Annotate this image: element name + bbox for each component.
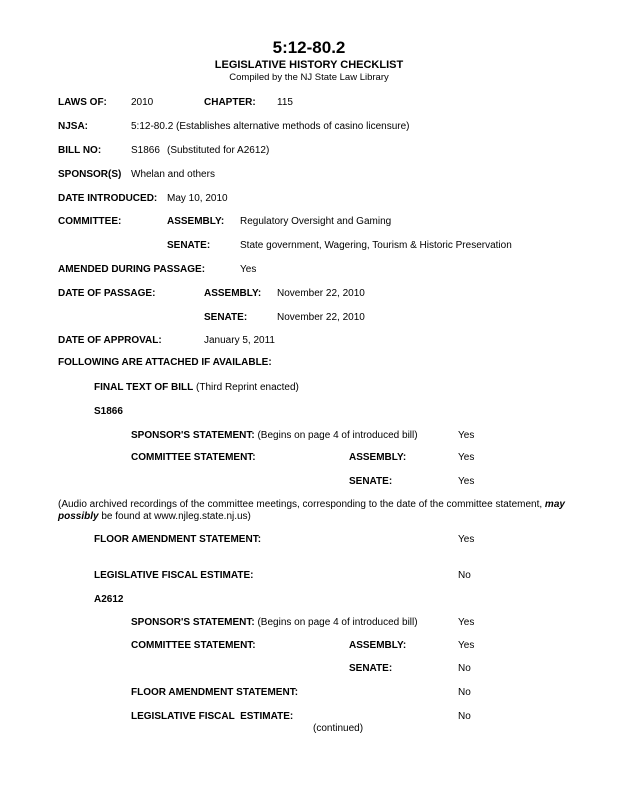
date-introduced-label: DATE INTRODUCED: xyxy=(58,193,158,204)
a-senate-label: SENATE: xyxy=(349,663,393,674)
laws-of-value: 2010 xyxy=(131,97,154,108)
s-committee-label: COMMITTEE STATEMENT: xyxy=(131,452,256,463)
s-senate-value: Yes xyxy=(458,476,475,487)
audio-note-text-2: be found at www.njleg.state.nj.us) xyxy=(101,511,251,522)
floor-amendment-value: Yes xyxy=(458,534,475,545)
bill-no-label: BILL NO: xyxy=(58,145,102,156)
a-bill-label: A2612 xyxy=(94,594,124,605)
chapter-value: 115 xyxy=(277,97,293,108)
committee-senate-value: State government, Wagering, Tourism & Historic Preservation xyxy=(240,240,512,251)
passage-senate-value: November 22, 2010 xyxy=(277,312,365,323)
date-introduced-value: May 10, 2010 xyxy=(167,193,228,204)
a-sponsor-note: (Begins on page 4 of introduced bill) xyxy=(257,617,418,628)
audio-note xyxy=(58,499,606,523)
approval-value: January 5, 2011 xyxy=(204,335,275,346)
floor-amendment-label: FLOOR AMENDMENT STATEMENT: xyxy=(94,534,262,545)
a-sponsor-label: SPONSOR'S STATEMENT: xyxy=(131,617,255,628)
sponsors-label: SPONSOR(S) xyxy=(58,169,122,180)
committee-assembly-value: Regulatory Oversight and Gaming xyxy=(240,216,392,227)
bill-no-note: (Substituted for A2612) xyxy=(167,145,270,156)
passage-senate-label: SENATE: xyxy=(204,312,248,323)
s-senate-label: SENATE: xyxy=(349,476,393,487)
a-senate-value: No xyxy=(458,663,471,674)
page-subtitle: Compiled by the NJ State Law Library xyxy=(229,72,389,83)
committee-label: COMMITTEE: xyxy=(58,216,122,227)
fiscal-estimate-value: No xyxy=(458,570,471,581)
a-assembly-label: ASSEMBLY: xyxy=(349,640,407,651)
final-text-note: (Third Reprint enacted) xyxy=(196,382,299,393)
njsa-value: 5:12-80.2 (Establishes alternative methods of casino licensure) xyxy=(131,121,410,132)
a-fiscal-estimate-label: LEGISLATIVE FISCAL ESTIMATE: xyxy=(131,711,294,722)
a-floor-amendment-label: FLOOR AMENDMENT STATEMENT: xyxy=(131,687,299,698)
a-sponsor-row xyxy=(131,617,418,629)
final-text-label: FINAL TEXT OF BILL xyxy=(94,382,194,393)
bill-no-value: S1866 xyxy=(131,145,160,156)
a-sponsor-value: Yes xyxy=(458,617,475,628)
audio-note-emphasis: may possibly xyxy=(58,499,565,522)
page-title: LEGISLATIVE HISTORY CHECKLIST xyxy=(214,59,404,71)
s-sponsor-note: (Begins on page 4 of introduced bill) xyxy=(257,430,418,441)
a-assembly-value: Yes xyxy=(458,640,475,651)
njsa-label: NJSA: xyxy=(58,121,89,132)
s-assembly-label: ASSEMBLY: xyxy=(349,452,407,463)
passage-label: DATE OF PASSAGE: xyxy=(58,288,156,299)
s-sponsor-label: SPONSOR'S STATEMENT: xyxy=(131,430,255,441)
fiscal-estimate-label: LEGISLATIVE FISCAL ESTIMATE: xyxy=(94,570,254,581)
statute-number: 5:12-80.2 xyxy=(272,38,346,57)
audio-note-text: (Audio archived recordings of the committee meetings, corresponding to the date of the committee statement, xyxy=(58,499,543,510)
attached-heading: FOLLOWING ARE ATTACHED IF AVAILABLE: xyxy=(58,357,272,368)
continued-note: (continued) xyxy=(313,723,364,734)
laws-of-label: LAWS OF: xyxy=(58,97,107,108)
s-sponsor-row xyxy=(131,430,418,442)
a-floor-amendment-value: No xyxy=(458,687,471,698)
committee-senate-label: SENATE: xyxy=(167,240,211,251)
s-assembly-value: Yes xyxy=(458,452,475,463)
amended-value: Yes xyxy=(240,264,257,275)
passage-assembly-value: November 22, 2010 xyxy=(277,288,365,299)
amended-label: AMENDED DURING PASSAGE: xyxy=(58,264,206,275)
a-committee-label: COMMITTEE STATEMENT: xyxy=(131,640,256,651)
chapter-label: CHAPTER: xyxy=(204,97,256,108)
final-text-row xyxy=(94,382,299,394)
s-sponsor-value: Yes xyxy=(458,430,475,441)
approval-label: DATE OF APPROVAL: xyxy=(58,335,162,346)
a-fiscal-estimate-value: No xyxy=(458,711,471,722)
s-bill-label: S1866 xyxy=(94,406,123,417)
committee-assembly-label: ASSEMBLY: xyxy=(167,216,225,227)
sponsors-value: Whelan and others xyxy=(131,169,215,180)
passage-assembly-label: ASSEMBLY: xyxy=(204,288,262,299)
